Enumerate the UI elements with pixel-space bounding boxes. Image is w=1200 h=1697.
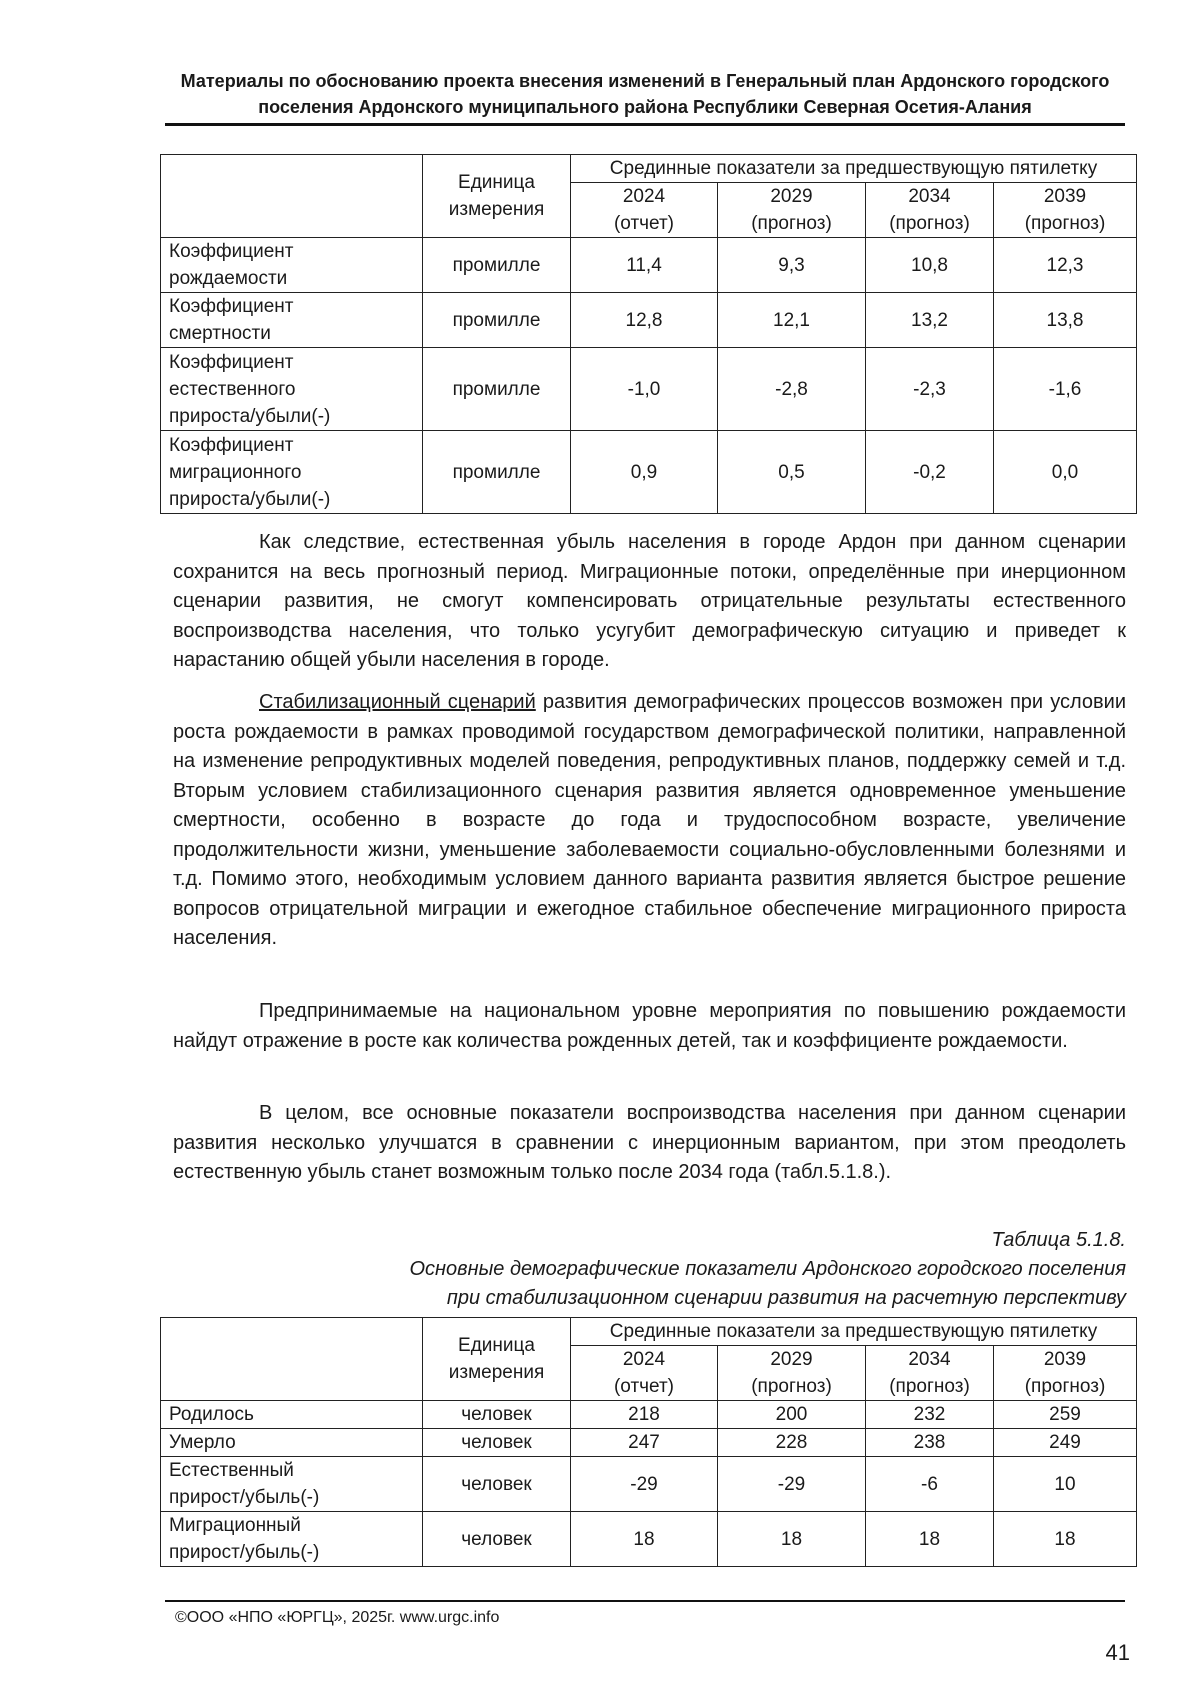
value-cell: 0,5 bbox=[718, 431, 866, 514]
footer-rule bbox=[165, 1600, 1125, 1602]
year-header-cell: 2034 (прогноз) bbox=[866, 1346, 994, 1401]
header-line-1: Материалы по обоснованию проекта внесения изменений в Генеральный план Ардонского городского bbox=[180, 71, 1110, 91]
unit-cell: промилле bbox=[423, 431, 571, 514]
year-header-cell: 2024 (отчет) bbox=[571, 1346, 718, 1401]
header-line-2: поселения Ардонского муниципального района Республики Северная Осетия-Алания bbox=[258, 97, 1032, 117]
header-corner-cell bbox=[161, 155, 423, 238]
running-header bbox=[165, 68, 1125, 120]
value-cell: 200 bbox=[718, 1401, 866, 1429]
row-label-cell: Родилось bbox=[161, 1401, 423, 1429]
row-label-cell: Коэффициент естественного прироста/убыли(-) bbox=[161, 348, 423, 431]
value-cell: 232 bbox=[866, 1401, 994, 1429]
unit-cell: человек bbox=[423, 1457, 571, 1512]
table-row bbox=[161, 348, 1137, 431]
value-cell: 238 bbox=[866, 1429, 994, 1457]
demographics-table bbox=[160, 1317, 1137, 1567]
value-cell: -1,6 bbox=[994, 348, 1137, 431]
period-group-header: Срединные показатели за предшествующую пятилетку bbox=[571, 155, 1137, 183]
footer-copyright: ©ООО «НПО «ЮРГЦ», 2025г. www.urgc.info bbox=[175, 1609, 500, 1626]
value-cell: 228 bbox=[718, 1429, 866, 1457]
value-cell: 13,8 bbox=[994, 293, 1137, 348]
row-label-cell: Естественный прирост/убыль(-) bbox=[161, 1457, 423, 1512]
year-header-cell: 2024 (отчет) bbox=[571, 183, 718, 238]
scenario-term: Стабилизационный сценарий bbox=[259, 691, 536, 713]
value-cell: 18 bbox=[866, 1512, 994, 1567]
table-title-line-2: при стабилизационном сценарии развития на расчетную перспективу bbox=[446, 1287, 1126, 1309]
header-corner-cell bbox=[161, 1318, 423, 1401]
value-cell: -6 bbox=[866, 1457, 994, 1512]
value-cell: 9,3 bbox=[718, 238, 866, 293]
year-header-cell: 2039 (прогноз) bbox=[994, 183, 1137, 238]
value-cell: 11,4 bbox=[571, 238, 718, 293]
value-cell: 10,8 bbox=[866, 238, 994, 293]
coefficients-table bbox=[160, 154, 1137, 514]
table-row bbox=[161, 293, 1137, 348]
value-cell: 247 bbox=[571, 1429, 718, 1457]
table-title-line-1: Основные демографические показатели Ардонского городского поселения bbox=[409, 1258, 1126, 1280]
value-cell: 249 bbox=[994, 1429, 1137, 1457]
header-rule bbox=[165, 123, 1125, 126]
table-row bbox=[161, 1429, 1137, 1457]
table-row bbox=[161, 1457, 1137, 1512]
value-cell: 12,1 bbox=[718, 293, 866, 348]
value-cell: 12,8 bbox=[571, 293, 718, 348]
unit-cell: человек bbox=[423, 1401, 571, 1429]
table-number: Таблица 5.1.8. bbox=[991, 1229, 1126, 1251]
unit-cell: человек bbox=[423, 1429, 571, 1457]
table-row bbox=[161, 1512, 1137, 1567]
page-number: 41 bbox=[1105, 1640, 1130, 1665]
value-cell: 18 bbox=[571, 1512, 718, 1567]
value-cell: -2,8 bbox=[718, 348, 866, 431]
table-header-row bbox=[161, 1318, 1137, 1346]
table-header-row bbox=[161, 155, 1137, 183]
unit-cell: промилле bbox=[423, 293, 571, 348]
row-label-cell: Коэффициент рождаемости bbox=[161, 238, 423, 293]
unit-cell: промилле bbox=[423, 238, 571, 293]
value-cell: 13,2 bbox=[866, 293, 994, 348]
value-cell: 0,9 bbox=[571, 431, 718, 514]
value-cell: 10 bbox=[994, 1457, 1137, 1512]
value-cell: -2,3 bbox=[866, 348, 994, 431]
body-paragraph: Предпринимаемые на национальном уровне мероприятия по повышению рождаемости найдут отражение в росте как количества рожденных детей, так и коэффициенте рождаемости. bbox=[173, 1000, 1126, 1052]
unit-header-cell: Единица измерения bbox=[423, 155, 571, 238]
value-cell: 0,0 bbox=[994, 431, 1137, 514]
value-cell: -29 bbox=[718, 1457, 866, 1512]
table-row bbox=[161, 1401, 1137, 1429]
value-cell: -0,2 bbox=[866, 431, 994, 514]
value-cell: 218 bbox=[571, 1401, 718, 1429]
row-label-cell: Умерло bbox=[161, 1429, 423, 1457]
value-cell: -1,0 bbox=[571, 348, 718, 431]
unit-cell: человек bbox=[423, 1512, 571, 1567]
year-header-cell: 2029 (прогноз) bbox=[718, 183, 866, 238]
body-paragraph: Как следствие, естественная убыль населения в городе Ардон при данном сценарии сохранится на весь прогнозный период. Миграционные потоки, определённые при инерционном сценарии развития, не смогут компенсировать отрицательные результаты естественного воспроизводства населения, что только усугубит демографическую ситуацию и приведет к нарастанию общей убыли населения в городе. bbox=[173, 531, 1126, 671]
table-row bbox=[161, 238, 1137, 293]
value-cell: 18 bbox=[994, 1512, 1137, 1567]
value-cell: 259 bbox=[994, 1401, 1137, 1429]
row-label-cell: Миграционный прирост/убыль(-) bbox=[161, 1512, 423, 1567]
table-caption bbox=[173, 1226, 1126, 1313]
row-label-cell: Коэффициент смертности bbox=[161, 293, 423, 348]
body-paragraph: Стабилизационный сценарий развития демографических процессов возможен при условии роста рождаемости в рамках проводимой государством демографической политики, направленной на изменение репродуктивных моделей поведения, репродуктивных планов, поддержку семей и т.д. Вторым условием стабилизационного сценария развития является одновременное уменьшение смертности, особенно в возрасте до года и трудоспособном возрасте, увеличение продолжительности жизни, уменьшение заболеваемости социально-обусловленными болезнями и т.д. Помимо этого, необходимым условием данного варианта развития является быстрое решение вопросов отрицательной миграции и ежегодное стабильное обеспечение миграционного прироста населения. bbox=[173, 691, 1126, 949]
value-cell: -29 bbox=[571, 1457, 718, 1512]
unit-header-cell: Единица измерения bbox=[423, 1318, 571, 1401]
value-cell: 18 bbox=[718, 1512, 866, 1567]
unit-cell: промилле bbox=[423, 348, 571, 431]
year-header-cell: 2034 (прогноз) bbox=[866, 183, 994, 238]
table-row bbox=[161, 431, 1137, 514]
year-header-cell: 2039 (прогноз) bbox=[994, 1346, 1137, 1401]
period-group-header: Срединные показатели за предшествующую пятилетку bbox=[571, 1318, 1137, 1346]
year-header-cell: 2029 (прогноз) bbox=[718, 1346, 866, 1401]
row-label-cell: Коэффициент миграционного прироста/убыли(-) bbox=[161, 431, 423, 514]
value-cell: 12,3 bbox=[994, 238, 1137, 293]
body-paragraph: В целом, все основные показатели воспроизводства населения при данном сценарии развития несколько улучшатся в сравнении с инерционным вариантом, при этом преодолеть естественную убыль станет возможным только после 2034 года (табл.5.1.8.). bbox=[173, 1102, 1126, 1183]
